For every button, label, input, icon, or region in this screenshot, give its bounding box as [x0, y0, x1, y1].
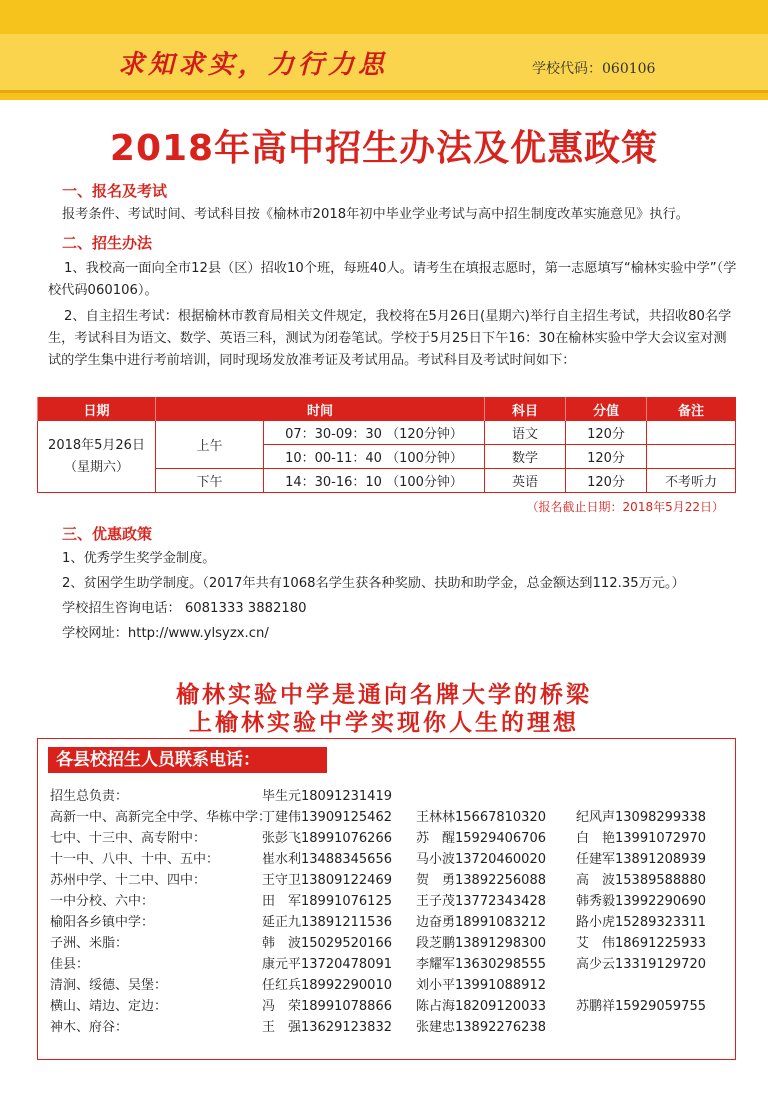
contacts-box: [37, 738, 736, 1060]
contact-person: 王子茂13772343428: [416, 894, 546, 909]
contact-person: 艾 伟18691225933: [576, 936, 706, 951]
contact-person: 张建忠13892276238: [416, 1020, 546, 1035]
contact-person: 王林林15667810320: [416, 810, 546, 825]
admissions-phone: 学校招生咨询电话： 6081333 3882180: [62, 601, 307, 616]
contacts-title: 各县校招生人员联系电话：: [48, 747, 327, 773]
contact-region: 七中、十三中、高专附中：: [50, 831, 207, 846]
contact-person: 延正九13891211536: [262, 915, 392, 930]
school-code: 学校代码：060106: [532, 61, 656, 77]
slogan-line-1: 榆林实验中学是通向名牌大学的桥梁: [176, 682, 592, 708]
slogan-line-2: 上榆林实验中学实现你人生的理想: [189, 710, 579, 736]
contact-region: 子洲、米脂：: [50, 936, 129, 951]
exam-weekday: （星期六）: [63, 459, 129, 475]
page-title: 2018年高中招生办法及优惠政策: [109, 128, 659, 169]
contact-person: 刘小平13991088912: [416, 978, 546, 993]
contact-region: 清涧、绥德、吴堡：: [50, 978, 168, 993]
contact-person: 路小虎15289323311: [576, 915, 706, 930]
score-cell: 120分: [566, 421, 647, 445]
contact-person: 韩秀毅13992290690: [576, 894, 706, 909]
contact-person: 李耀军13630298555: [416, 957, 546, 972]
time-cell: 10：00-11：40 （100分钟）: [264, 445, 485, 469]
contact-region: 横山、靖边、定边：: [50, 999, 168, 1014]
contact-region: 神木、府谷：: [50, 1020, 129, 1035]
contact-person: 王守卫13809122469: [262, 873, 392, 888]
exam-date-cell: [38, 421, 156, 493]
section-1-text: 报考条件、考试时间、考试科目按《榆林市2018年初中毕业学业考试与高中招生制度改革实施意见》执行。: [62, 207, 689, 222]
section-2-paragraph-1: 1、我校高一面向全市12县（区）招收10个班，每班40人。请考生在填报志愿时，第一志愿填写“榆林实验中学”（学校代码060106）。: [48, 261, 737, 298]
contact-person: 田 军18991076125: [262, 894, 392, 909]
table-header-score: 分值: [566, 398, 647, 421]
contact-person: 王 强13629123832: [262, 1020, 392, 1035]
contact-person: 边奋勇18991083212: [416, 915, 546, 930]
contact-person: 冯 荣18991078866: [262, 999, 392, 1014]
table-header-subject: 科目: [485, 398, 566, 421]
contact-person: 张彭飞18991076266: [262, 831, 392, 846]
contact-person: 任建军13891208939: [576, 852, 706, 867]
morning-cell: 上午: [156, 421, 264, 469]
contact-region: 苏州中学、十二中、四中：: [50, 873, 207, 888]
subject-cell: 数学: [485, 445, 566, 469]
note-cell: [647, 421, 736, 445]
time-cell: 14：30-16：10 （100分钟）: [264, 469, 485, 493]
school-website[interactable]: 学校网址：http://www.ylsyzx.cn/: [62, 626, 269, 641]
contact-person: 高少云13319129720: [576, 957, 706, 972]
subject-cell: 英语: [485, 469, 566, 493]
contact-person: 马小波13720460020: [416, 852, 546, 867]
contact-person: 康元平13720478091: [262, 957, 392, 972]
exam-date: 2018年5月26日: [48, 437, 145, 453]
section-1-title: 一、报名及考试: [62, 182, 168, 200]
score-cell: 120分: [566, 469, 647, 493]
section-3-title: 三、优惠政策: [62, 525, 153, 543]
contact-region: 佳县：: [50, 957, 90, 972]
contact-person: 贺 勇13892256088: [416, 873, 546, 888]
contact-person: 丁建伟13909125462: [262, 810, 392, 825]
contact-person: 高 波15389588880: [576, 873, 706, 888]
note-cell: [647, 445, 736, 469]
table-header-note: 备注: [647, 398, 736, 421]
contact-person: 韩 波15029520166: [262, 936, 392, 951]
contact-person: 白 艳13991072970: [576, 831, 706, 846]
contact-region: 招生总负责：: [50, 789, 129, 804]
note-cell: 不考听力: [647, 469, 736, 493]
contact-region: 一中分校、六中：: [50, 894, 155, 909]
contact-person: 段芝鹏13891298300: [416, 936, 546, 951]
section-2-paragraph-2: 2、自主招生考试：根据榆林市教育局相关文件规定，我校将在5月26日(星期六)举行自主招生考试，共招收80名学生，考试科目为语文、数学、英语三科，测试为闭卷笔试。学校于5月25日下午16：30在榆林实验中学大会议室对测试的学生集中进行考前培训，同时现场发放准考证及考试用品。考试科目及考试时间如下：: [48, 309, 732, 368]
afternoon-cell: 下午: [156, 469, 264, 493]
table-header-time: 时间: [156, 398, 485, 421]
contact-person: 苏鹏祥15929059755: [576, 999, 706, 1014]
contact-person: 纪风声13098299338: [576, 810, 706, 825]
contact-person: 苏 醒15929406706: [416, 831, 546, 846]
exam-schedule-table: [37, 397, 736, 493]
contact-person: 毕生元18091231419: [262, 789, 392, 804]
contact-region: 十一中、八中、十中、五中：: [50, 852, 220, 867]
school-motto: 求知求实，力行力思: [118, 50, 389, 80]
header-band: [0, 0, 768, 100]
table-header-date: 日期: [38, 398, 156, 421]
registration-deadline: （报名截止日期：2018年5月22日）: [526, 500, 724, 514]
contact-person: 任红兵18992290010: [262, 978, 392, 993]
time-cell: 07：30-09：30 （120分钟）: [264, 421, 485, 445]
contact-region: 高新一中、高新完全中学、华栋中学：: [50, 810, 272, 825]
score-cell: 120分: [566, 445, 647, 469]
section-2-title: 二、招生办法: [62, 234, 153, 252]
contact-region: 榆阳各乡镇中学：: [50, 915, 155, 930]
contact-person: 陈占海18209120033: [416, 999, 546, 1014]
header-divider: [0, 90, 768, 93]
section-3-paragraph-2: 2、贫困学生助学制度。（2017年共有1068名学生获各种奖励、扶助和助学金，总金额达到112.35万元。）: [62, 576, 685, 591]
subject-cell: 语文: [485, 421, 566, 445]
section-3-paragraph-1: 1、优秀学生奖学金制度。: [62, 551, 216, 566]
contact-person: 崔水利13488345656: [262, 852, 392, 867]
